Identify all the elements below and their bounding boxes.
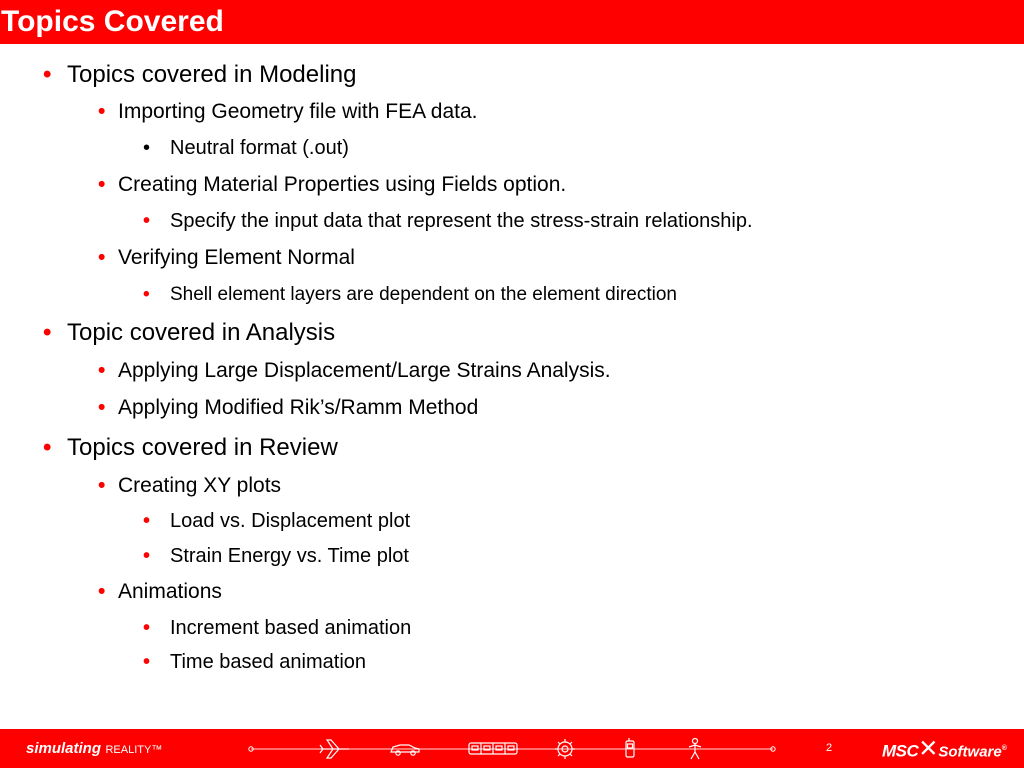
list-item: [98, 359, 611, 383]
bullet-icon: •: [43, 61, 52, 88]
logo-msc: MSC: [882, 741, 919, 761]
bullet-icon: •: [98, 173, 106, 196]
bullet-icon: •: [98, 580, 106, 603]
list-item: [98, 580, 222, 604]
list-item: [143, 651, 367, 674]
list-item: [98, 100, 478, 124]
list-item: [143, 510, 411, 533]
bullet-text: Topic covered in Analysis: [67, 319, 336, 346]
bullet-icon: •: [98, 359, 106, 382]
bullet-icon: •: [43, 319, 52, 346]
bullet-text: Shell element layers are dependent on the element direction: [170, 284, 677, 305]
page-title: Topics Covered: [1, 5, 224, 38]
title-bar: [0, 0, 1024, 44]
bullet-text: Importing Geometry file with FEA data.: [118, 100, 478, 123]
list-item: [98, 396, 479, 420]
bullet-icon: •: [98, 474, 106, 497]
list-item: [143, 284, 677, 306]
list-item: [98, 474, 282, 498]
bullet-text: Specify the input data that represent the stress-strain relationship.: [170, 210, 753, 232]
bullet-icon: •: [98, 100, 106, 123]
list-item: [43, 61, 357, 89]
bullet-icon: •: [143, 137, 151, 159]
list-item: [143, 617, 412, 640]
bullet-icon: •: [43, 434, 52, 461]
bullet-icon: •: [143, 510, 151, 532]
bullet-icon: •: [143, 210, 151, 232]
footer-slogan: [26, 729, 162, 768]
slogan-sub: REALITY™: [105, 744, 163, 756]
list-item: [143, 210, 753, 233]
bullet-text: Neutral format (.out): [170, 137, 349, 159]
bullet-icon: •: [143, 651, 151, 673]
bullet-text: Load vs. Displacement plot: [170, 510, 411, 532]
bullet-text: Topics covered in Modeling: [67, 61, 357, 88]
msc-software-logo: [882, 729, 1007, 768]
footer-icon-track: [245, 729, 785, 768]
bullet-text: Creating XY plots: [118, 474, 282, 497]
bullet-text: Increment based animation: [170, 617, 412, 639]
list-item: [143, 545, 409, 568]
bullet-icon: •: [143, 284, 150, 305]
car-icon: [391, 745, 419, 755]
logo-x-icon: ✕: [918, 735, 939, 763]
bullet-icon: •: [143, 545, 151, 567]
list-item: [43, 319, 336, 347]
page-number: 2: [825, 742, 833, 754]
bullet-text: Time based animation: [170, 651, 367, 673]
bullet-text: Strain Energy vs. Time plot: [170, 545, 409, 567]
bullet-text: Topics covered in Review: [67, 434, 338, 461]
logo-software: Software: [938, 743, 1002, 761]
bullet-text: Verifying Element Normal: [118, 246, 355, 269]
bullet-icon: •: [98, 396, 106, 419]
airplane-icon: [320, 740, 349, 758]
logo-registered: ®: [1001, 745, 1007, 752]
list-item: [43, 434, 338, 462]
list-item: [98, 246, 355, 270]
bullet-icon: •: [143, 617, 151, 639]
slogan-main: simulating: [26, 740, 102, 757]
bullet-text: Animations: [118, 580, 222, 603]
phone-icon: [626, 738, 634, 757]
footer-bar: [0, 729, 1024, 768]
bullet-icon: •: [98, 246, 106, 269]
bullet-text: Applying Large Displacement/Large Strains Analysis.: [118, 359, 611, 382]
list-item: [98, 173, 567, 197]
bullet-text: Applying Modified Rik’s/Ramm Method: [118, 396, 479, 419]
bullet-text: Creating Material Properties using Fields option.: [118, 173, 567, 196]
list-item: [143, 137, 349, 160]
